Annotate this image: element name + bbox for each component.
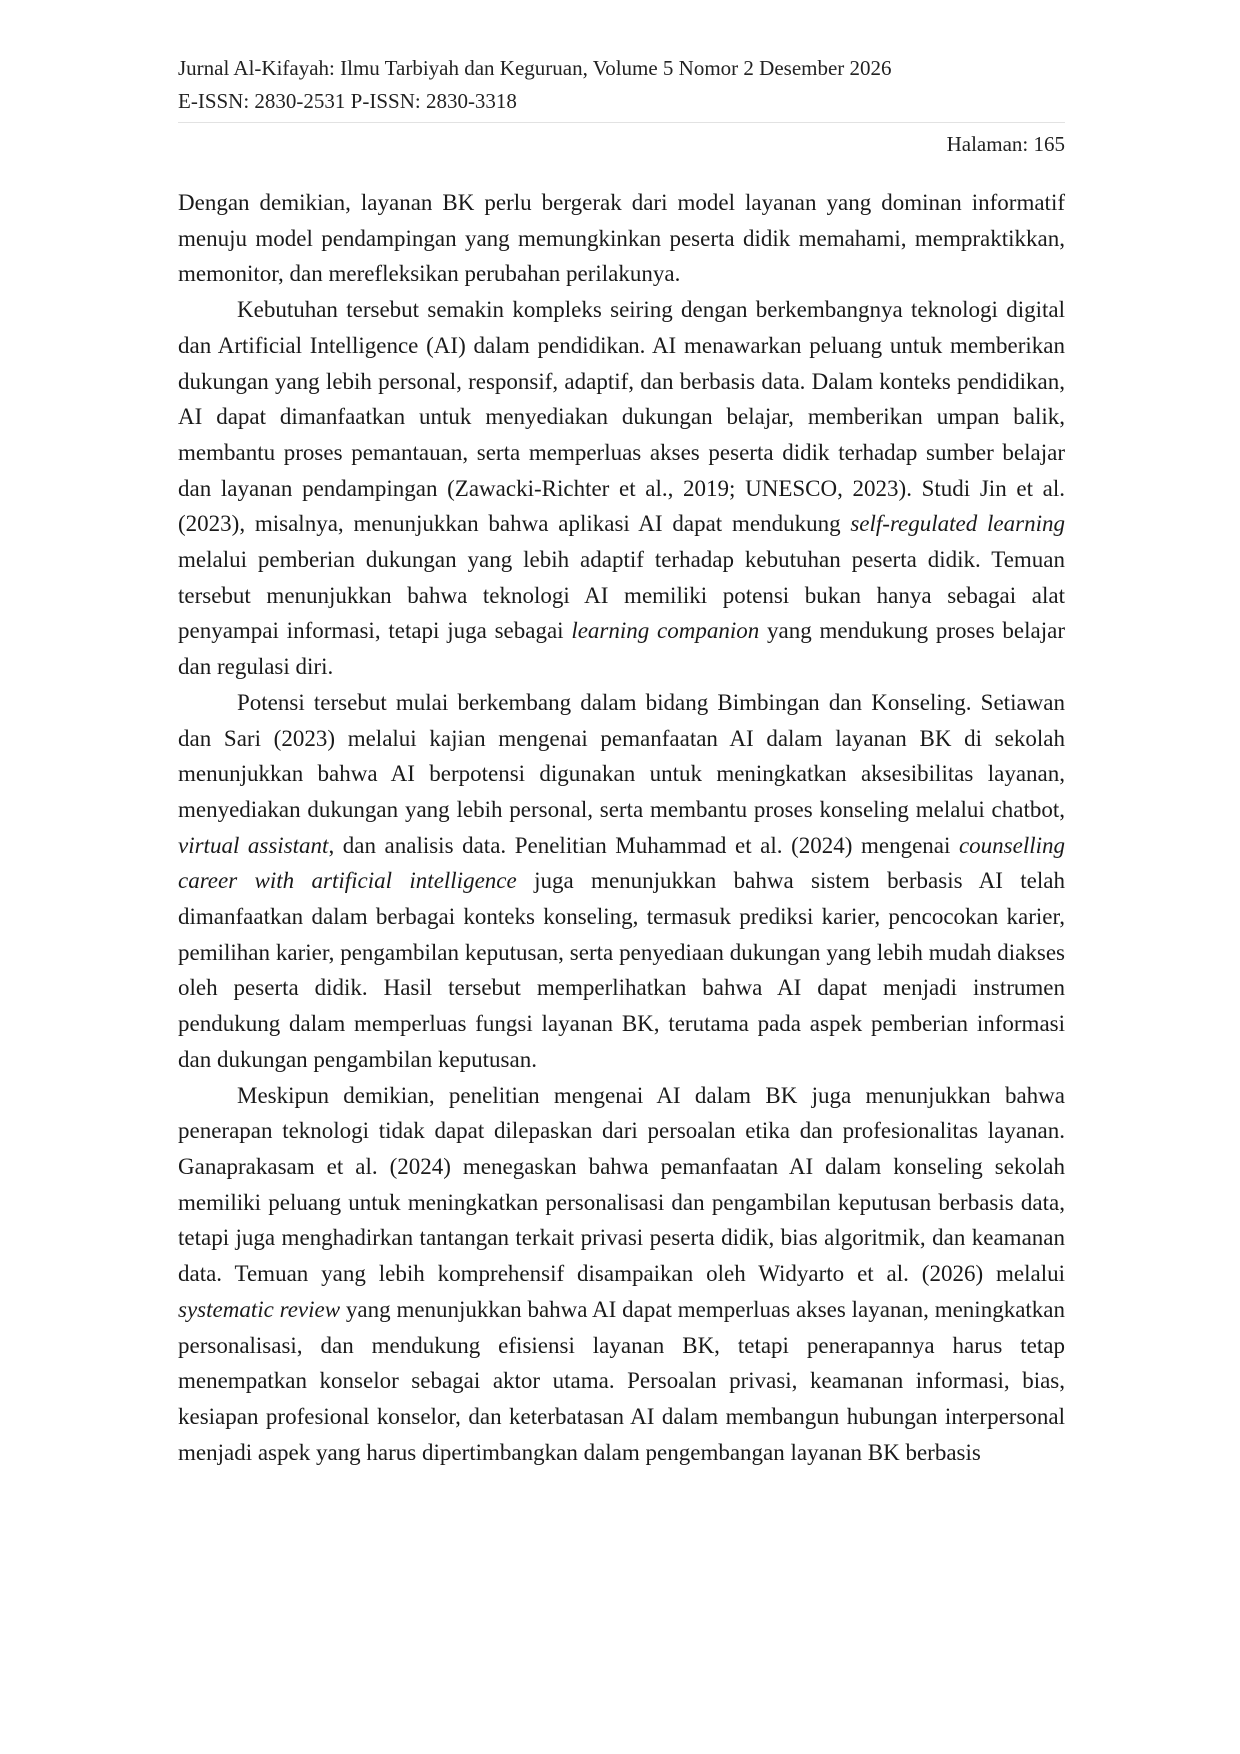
running-header: [178, 52, 1065, 118]
italic-term: systematic review: [178, 1296, 341, 1322]
issn-line: E-ISSN: 2830-2531 P-ISSN: 2830-3318: [178, 89, 517, 113]
body-paragraph: [178, 1078, 1065, 1471]
body-paragraph: [178, 292, 1065, 685]
paragraph-text: melalui pemberian dukungan yang lebih adaptif terhadap kebutuhan peserta didik. Temuan tersebut menunjukkan bahwa teknologi AI memiliki potensi bukan hanya sebagai alat penyampai informasi, tetapi juga sebagai: [178, 547, 1065, 644]
italic-term: virtual assistant: [178, 832, 329, 858]
body-text: [178, 185, 1065, 1470]
journal-title-line: Jurnal Al-Kifayah: Ilmu Tarbiyah dan Keguruan, Volume 5 Nomor 2 Desember 2026: [178, 56, 892, 80]
paragraph-text: Kebutuhan tersebut semakin kompleks seiring dengan berkembangnya teknologi digital dan Artificial Intelligence (AI) dalam pendidikan. AI menawarkan peluang untuk memberikan dukungan yang lebih personal, responsif, adaptif, dan berbasis data. Dalam konteks pendidikan, AI dapat dimanfaatkan untuk menyediakan dukungan belajar, memberikan umpan balik, membantu proses pemantauan, serta memperluas akses peserta didik terhadap sumber belajar dan layanan pendampingan (Zawacki-Richter et al., 2019; UNESCO, 2023). Studi Jin et al. (2023), misalnya, menunjukkan bahwa aplikasi AI dapat mendukung: [178, 297, 1065, 537]
page-number: Halaman: 165: [946, 132, 1065, 156]
paragraph-text: yang menunjukkan bahwa AI dapat memperluas akses layanan, meningkatkan personalisasi, dan mendukung efisiensi layanan BK, tetapi penerapannya harus tetap menempatkan konselor sebagai aktor utama. Persoalan privasi, keamanan informasi, bias, kesiapan profesional konselor, dan keterbatasan AI dalam membangun hubungan interpersonal menjadi aspek yang harus dipertimbangkan dalam pengembangan layanan BK berbasis: [178, 1296, 1066, 1465]
italic-term: counselling career with artificial intelligence: [178, 832, 1065, 894]
body-paragraph: [178, 185, 1065, 292]
header-divider: [178, 122, 1065, 123]
document-page: [178, 52, 1065, 1470]
italic-term: self-regulated learning: [850, 511, 1065, 537]
paragraph-text: juga menunjukkan bahwa sistem berbasis AI telah dimanfaatkan dalam berbagai konteks konseling, termasuk prediksi karier, pencocokan karier, pemilihan karier, pengambilan keputusan, serta penyediaan dukungan yang lebih mudah diakses oleh peserta didik. Hasil tersebut memperlihatkan bahwa AI dapat menjadi instrumen pendukung dalam memperluas fungsi layanan BK, terutama pada aspek pemberian informasi dan dukungan pengambilan keputusan.: [178, 868, 1065, 1072]
paragraph-text: Dengan demikian, layanan BK perlu bergerak dari model layanan yang dominan informatif menuju model pendampingan yang memungkinkan peserta didik memahami, mempraktikkan, memonitor, dan merefleksikan perubahan perilakunya.: [178, 190, 1065, 287]
italic-term: learning companion: [571, 618, 760, 644]
paragraph-text: Potensi tersebut mulai berkembang dalam bidang Bimbingan dan Konseling. Setiawan dan Sari (2023) melalui kajian mengenai pemanfaatan AI dalam layanan BK di sekolah menunjukkan bahwa AI berpotensi digunakan untuk meningkatkan aksesibilitas layanan, menyediakan dukungan yang lebih personal, serta membantu proses konseling melalui chatbot,: [178, 689, 1065, 822]
body-paragraph: [178, 685, 1065, 1078]
paragraph-text: , dan analisis data. Penelitian Muhammad et al. (2024) mengenai: [328, 832, 959, 858]
paragraph-text: Meskipun demikian, penelitian mengenai AI dalam BK juga menunjukkan bahwa penerapan teknologi tidak dapat dilepaskan dari persoalan etika dan profesionalitas layanan. Ganaprakasam et al. (2024) menegaskan bahwa pemanfaatan AI dalam konseling sekolah memiliki peluang untuk meningkatkan personalisasi dan pengambilan keputusan berbasis data, tetapi juga menghadirkan tantangan terkait privasi peserta didik, bias algoritmik, dan keamanan data. Temuan yang lebih komprehensif disampaikan oleh Widyarto et al. (2026) melalui: [178, 1082, 1065, 1287]
paragraph-text: yang mendukung proses belajar dan regulasi diri.: [178, 618, 1065, 680]
